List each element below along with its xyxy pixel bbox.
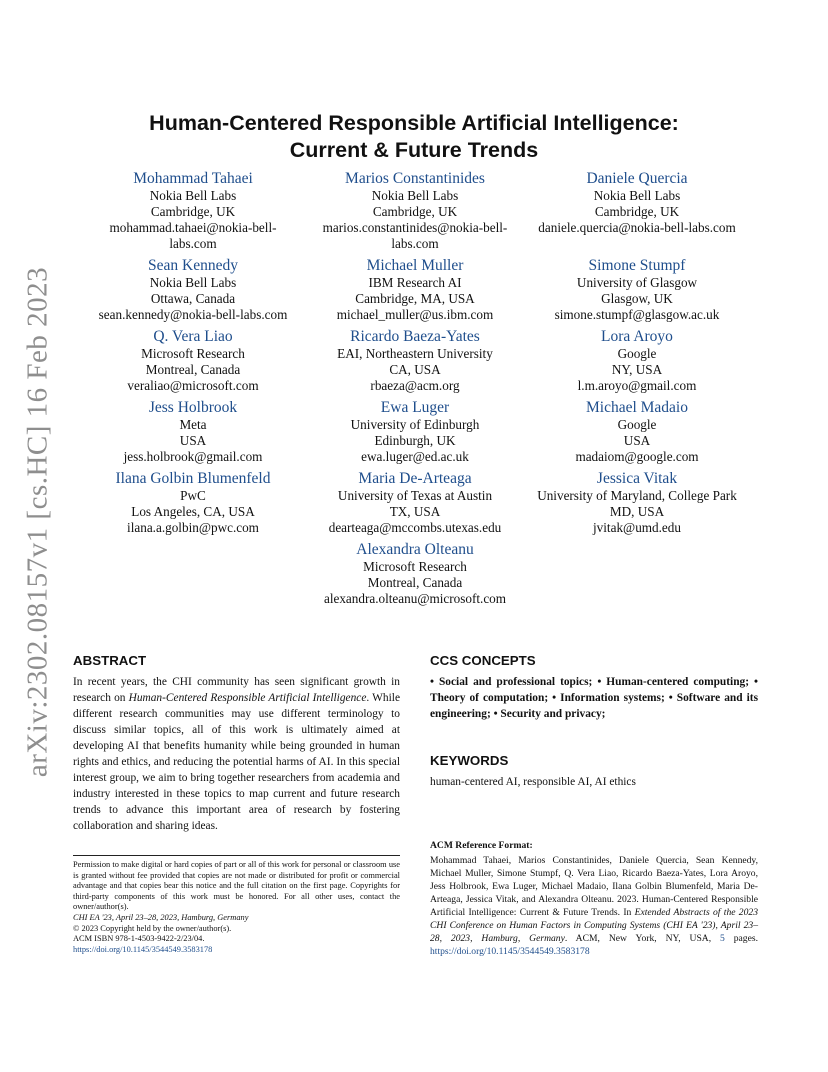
author-affiliation-line: Meta: [179, 417, 207, 432]
author-affiliation-line: NY, USA: [611, 362, 663, 377]
author-affiliation-line: Los Angeles, CA, USA: [131, 504, 255, 519]
abstract-heading: ABSTRACT: [73, 653, 147, 668]
author-affiliation-line: rbaeza@acm.org: [370, 378, 460, 393]
author-affiliation-line: ewa.luger@ed.ac.uk: [361, 449, 469, 464]
author-affiliation-line: EAI, Northeastern University: [337, 346, 493, 361]
author-affiliation-line: University of Edinburgh: [350, 417, 480, 432]
author-name: Jessica Vitak: [596, 470, 678, 487]
author-affiliation-line: sean.kennedy@nokia-bell-labs.com: [98, 307, 288, 322]
author-block: [82, 469, 304, 536]
author-block: [304, 169, 526, 252]
author-affiliation-line: dearteaga@mccombs.utexas.edu: [328, 520, 502, 535]
reference-doi-link[interactable]: https://doi.org/10.1145/3544549.3583178: [430, 946, 590, 957]
author-affiliation-line: Nokia Bell Labs: [371, 188, 459, 203]
author-name: Ilana Golbin Blumenfeld: [115, 470, 271, 487]
author-name: Q. Vera Liao: [153, 328, 233, 345]
doi-link[interactable]: https://doi.org/10.1145/3544549.3583178: [73, 944, 213, 954]
author-affiliation-line: alexandra.olteanu@microsoft.com: [323, 591, 507, 606]
author-affiliation-line: veraliao@microsoft.com: [127, 378, 259, 393]
permission-text: Permission to make digital or hard copies of part or all of this work for personal or classroom use is granted without fee provided that copies are not made or distributed for profit or commercial advantage and that copies bear this notice and the full citation on the first page. Copyrights for third-party components of this work must be honored. For all other uses, contact the owner/author(s).: [73, 860, 400, 912]
author-affiliation-line: marios.constantinides@nokia-bell-: [322, 220, 508, 235]
author-affiliation-line: TX, USA: [389, 504, 441, 519]
isbn-line: ACM ISBN 978-1-4503-9422-2/23/04.: [73, 934, 205, 944]
author-block: [526, 256, 748, 323]
keywords-heading: KEYWORDS: [430, 753, 509, 768]
author-affiliation-line: Nokia Bell Labs: [149, 188, 237, 203]
title-line-1: Human-Centered Responsible Artificial Intelligence:: [149, 111, 679, 135]
author-affiliation-line: mohammad.tahaei@nokia-bell-: [109, 220, 277, 235]
ccs-section: [430, 653, 758, 722]
author-name: Michael Muller: [366, 257, 464, 274]
venue-line: CHI EA '23, April 23–28, 2023, Hamburg, Germany: [73, 912, 249, 922]
author-name: Lora Aroyo: [601, 328, 673, 345]
author-block: [304, 398, 526, 465]
author-affiliation-line: Montreal, Canada: [145, 362, 241, 377]
author-name: Marios Constantinides: [345, 170, 485, 187]
abstract-section: [73, 653, 400, 834]
abstract-text: In recent years, the CHI community has seen significant growth in research on Human-Centered Responsible Artificial Intelligence. While different research communities may use different terminology to discuss similar topics, all of this work is ultimately aimed at developing AI that benefits humanity while being grounded in human rights and ethics, and reducing the potential harms of AI. In this special interest group, we aim to bring together researchers from academia and industry interested in these topics to map current and future research trends to advance this important area of research by fostering collaboration and sharing ideas.: [73, 676, 400, 832]
keywords-section: [430, 753, 758, 790]
author-affiliation-line: Microsoft Research: [363, 559, 467, 574]
title-line-2: Current & Future Trends: [289, 138, 539, 162]
author-affiliation-line: Montreal, Canada: [367, 575, 463, 590]
paper-title: [80, 110, 748, 164]
author-affiliation-line: Nokia Bell Labs: [593, 188, 681, 203]
author-affiliation-line: Cambridge, MA, USA: [355, 291, 475, 306]
author-block: [82, 327, 304, 394]
author-affiliation-line: labs.com: [169, 236, 217, 251]
author-name: Maria De-Arteaga: [358, 470, 472, 487]
author-affiliation-line: Edinburgh, UK: [374, 433, 456, 448]
keywords-text: human-centered AI, responsible AI, AI ethics: [430, 776, 636, 788]
author-affiliation-line: michael_muller@us.ibm.com: [336, 307, 494, 322]
author-affiliation-line: Nokia Bell Labs: [149, 275, 237, 290]
author-block: [82, 256, 304, 323]
author-block: [304, 327, 526, 394]
author-affiliation-line: jvitak@umd.edu: [593, 520, 681, 535]
permission-block: [73, 855, 400, 955]
author-list: [82, 169, 746, 607]
author-name: Ricardo Baeza-Yates: [350, 328, 480, 345]
author-block: [304, 256, 526, 323]
author-affiliation-line: Ottawa, Canada: [150, 291, 236, 306]
author-block: [304, 540, 526, 607]
author-block: [82, 398, 304, 465]
author-affiliation-line: University of Glasgow: [576, 275, 698, 290]
author-affiliation-line: Microsoft Research: [141, 346, 245, 361]
acm-reference-section: [430, 840, 758, 958]
author-affiliation-line: Glasgow, UK: [601, 291, 673, 306]
author-affiliation-line: ilana.a.golbin@pwc.com: [127, 520, 259, 535]
author-affiliation-line: l.m.aroyo@gmail.com: [577, 378, 697, 393]
author-affiliation-line: IBM Research AI: [368, 275, 462, 290]
author-name: Sean Kennedy: [148, 257, 238, 274]
author-block: [526, 169, 748, 252]
author-affiliation-line: University of Texas at Austin: [337, 488, 493, 503]
arxiv-stamp: arXiv:2302.08157v1 [cs.HC] 16 Feb 2023: [21, 266, 54, 778]
author-affiliation-line: jess.holbrook@gmail.com: [123, 449, 263, 464]
author-name: Alexandra Olteanu: [356, 541, 474, 558]
author-affiliation-line: PwC: [180, 488, 206, 503]
author-name: Michael Madaio: [585, 399, 688, 416]
copyright-line: © 2023 Copyright held by the owner/author(s).: [73, 923, 232, 933]
author-name: Jess Holbrook: [148, 399, 238, 416]
author-affiliation-line: Cambridge, UK: [150, 204, 236, 219]
author-affiliation-line: CA, USA: [389, 362, 441, 377]
ccs-text: • Social and professional topics; • Human-centered computing; • Theory of computation; • Information systems; • Software and its engineering; • Security and privacy;: [430, 676, 758, 720]
reference-heading: ACM Reference Format:: [430, 840, 533, 851]
author-affiliation-line: madaiom@google.com: [575, 449, 699, 464]
author-block: [526, 327, 748, 394]
author-affiliation-line: University of Maryland, College Park: [537, 488, 737, 503]
author-block: [526, 469, 748, 536]
author-affiliation-line: Cambridge, UK: [594, 204, 680, 219]
author-affiliation-line: labs.com: [391, 236, 439, 251]
author-block: [526, 398, 748, 465]
author-affiliation-line: USA: [623, 433, 651, 448]
author-affiliation-line: Google: [617, 346, 657, 361]
author-name: Mohammad Tahaei: [133, 170, 253, 187]
author-affiliation-line: daniele.quercia@nokia-bell-labs.com: [538, 220, 736, 235]
author-name: Ewa Luger: [380, 399, 450, 416]
author-name: Simone Stumpf: [588, 257, 686, 274]
author-affiliation-line: USA: [179, 433, 207, 448]
author-name: Daniele Quercia: [586, 170, 688, 187]
reference-text: Mohammad Tahaei, Marios Constantinides, Daniele Quercia, Sean Kennedy, Michael Muller, Simone Stumpf, Q. Vera Liao, Ricardo Baeza-Yates, Lora Aroyo, Jess Holbrook, Ewa Luger, Michael Madaio, Ilana Golbin Blumenfeld, Maria De-Arteaga, Jessica Vitak, and Alexandra Olteanu. 2023. Human-Centered Responsible Artificial Intelligence: Current & Future Trends. In Extended Abstracts of the 2023 CHI Conference on Human Factors in Computing Systems (CHI EA '23), April 23–28, 2023, Hamburg, Germany. ACM, New York, NY, USA, 5 pages. https://doi.org/10.1145/3544549.3583178: [430, 855, 758, 957]
ccs-heading: CCS CONCEPTS: [430, 653, 536, 668]
author-affiliation-line: Google: [617, 417, 657, 432]
author-affiliation-line: simone.stumpf@glasgow.ac.uk: [554, 307, 720, 322]
author-block: [304, 469, 526, 536]
author-affiliation-line: Cambridge, UK: [372, 204, 458, 219]
author-affiliation-line: MD, USA: [609, 504, 665, 519]
author-block: [82, 169, 304, 252]
